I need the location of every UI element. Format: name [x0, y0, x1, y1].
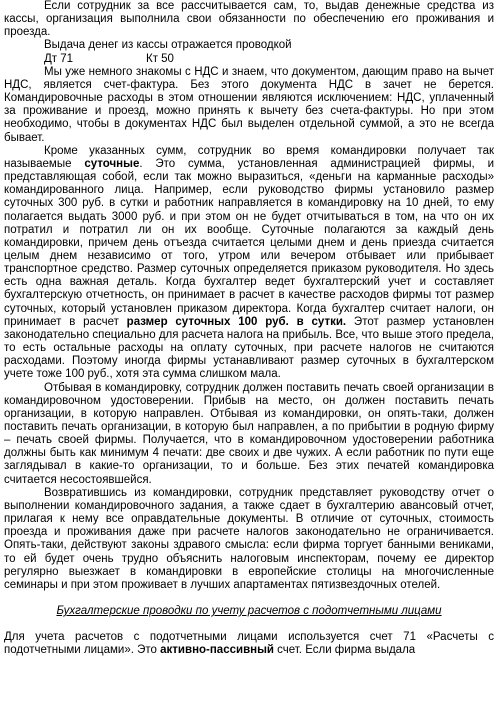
paragraph-3: Мы уже немного знакомы с НДС и знаем, что документом, дающим право на вычет НДС, является счет-фактура. Без этого документа НДС в зачет не берется. Командировочные расходы в этом отношении являются исключением: НДС, уплаченный за проживание и проезд, можно принять к вычету без счета-фактуры. Но при этом необходимо, чтобы в документах НДС был выделен отдельной суммой, а это не всегда бывает.	[4, 65, 494, 144]
entry-debit: Дт 71	[44, 52, 74, 65]
entry-credit: Кт 50	[146, 52, 174, 65]
paragraph-4-bold-1: суточные	[84, 157, 140, 170]
paragraph-5: Отбывая в командировку, сотрудник должен поставить печать своей организации в командировочном удостоверении. Прибыв на место, он должен поставить печать организации, в которую направлен. Отбывая из командировки, он опять-таки, должен поставить печать организации, в которую был направлен, а по прибытии в родную фирму – печать своей фирмы. Получается, что в командировочном удостоверении работника должны быть как минимум 4 печати: две своих и две чужих. А если работник по пути еще заглядывал в какие-то организации, то и больше. Без этих печатей командировка считается несостоявшейся.	[4, 381, 494, 486]
paragraph-7-text-a: Для учета расчетов с подотчетными лицами используется счет 71 «Расчеты с подотчетными лицами». Это	[4, 631, 494, 657]
paragraph-2: Выдача денег из кассы отражается проводкой	[44, 39, 292, 52]
paragraph-7-text-b: счет. Если фирма выдала	[273, 644, 416, 657]
paragraph-4-text-a: Кроме указанных сумм, сотрудник во время командировки получает так называемые	[4, 144, 494, 170]
paragraph-7	[4, 631, 494, 657]
accounting-entry	[4, 53, 494, 66]
paragraph-6: Возвратившись из командировки, сотрудник представляет руководству отчет о выполнении командировочного задания, а также сдает в бухгалтерию авансовый отчет, прилагая к нему все оправдательные документы. В отличие от суточных, стоимость проезда и проживания даже при расчете налогов законодательно не ограничивается. Опять-таки, действуют законы здравого смысла: если фирма торгует банными вениками, то ей будет очень трудно объяснить налоговым инспекторам, почему ее директор регулярно выезжает в командировки в европейские столицы на многочисленные семинары и при этом проживает в лучших апартаментах пятизвездочных отелей.	[4, 486, 494, 591]
paragraph-4-bold-2: размер суточных 100 руб. в сутки.	[126, 315, 347, 328]
paragraph-1: Если сотрудник за все рассчитывается сам, то, выдав денежные средства из кассы, организация выполнила свои обязанности по обеспечению его проживания и проезда.	[4, 0, 494, 39]
paragraph-4	[4, 145, 494, 382]
paragraph-4-text-c: Этот размер установлен законодательно специально для расчета налога на прибыль. Все, что выше этого предела, то есть остальные расходы на оплату суточных, при расчете налогов не считаются расходами. Поэтому иногда фирмы устанавливают размер суточных в бухгалтерском учете тоже 100 руб., хотя эта сумма слишком мала.	[4, 315, 494, 381]
paragraph-4-text-b: . Это сумма, установленная администрацией фирмы, и представляющая собой, если так можно выразиться, «деньги на карманные расходы» командированного лица. Например, если руководство фирмы установило размер суточных 300 руб. в сутки и работник направляется в командировку на 10 дней, то ему полагается выдать 3000 руб. и при этом он не будет отчитываться в том, на что он их потратил и потратил ли он их вообще. Суточные полагаются за каждый день командировки, причем день отъезда считается целыми днем и день приезда считается целым днем независимо от того, утром или вечером отбывает или прибывает транспортное средство. Размер суточных определяется приказом руководителя. Но здесь есть одна важная деталь. Когда бухгалтер ведет бухгалтерский учет и составляет бухгалтерскую отчетность, он принимает в расчет в качестве расходов фирмы тот размер суточных, который установлен приказом директора. Когда бухгалтер считает налоги, он принимает в расчет	[4, 157, 494, 328]
paragraph-7-bold: активно-пассивный	[160, 644, 274, 657]
section-heading: Бухгалтерские проводки по учету расчетов с подотчетными лицами	[56, 605, 442, 618]
